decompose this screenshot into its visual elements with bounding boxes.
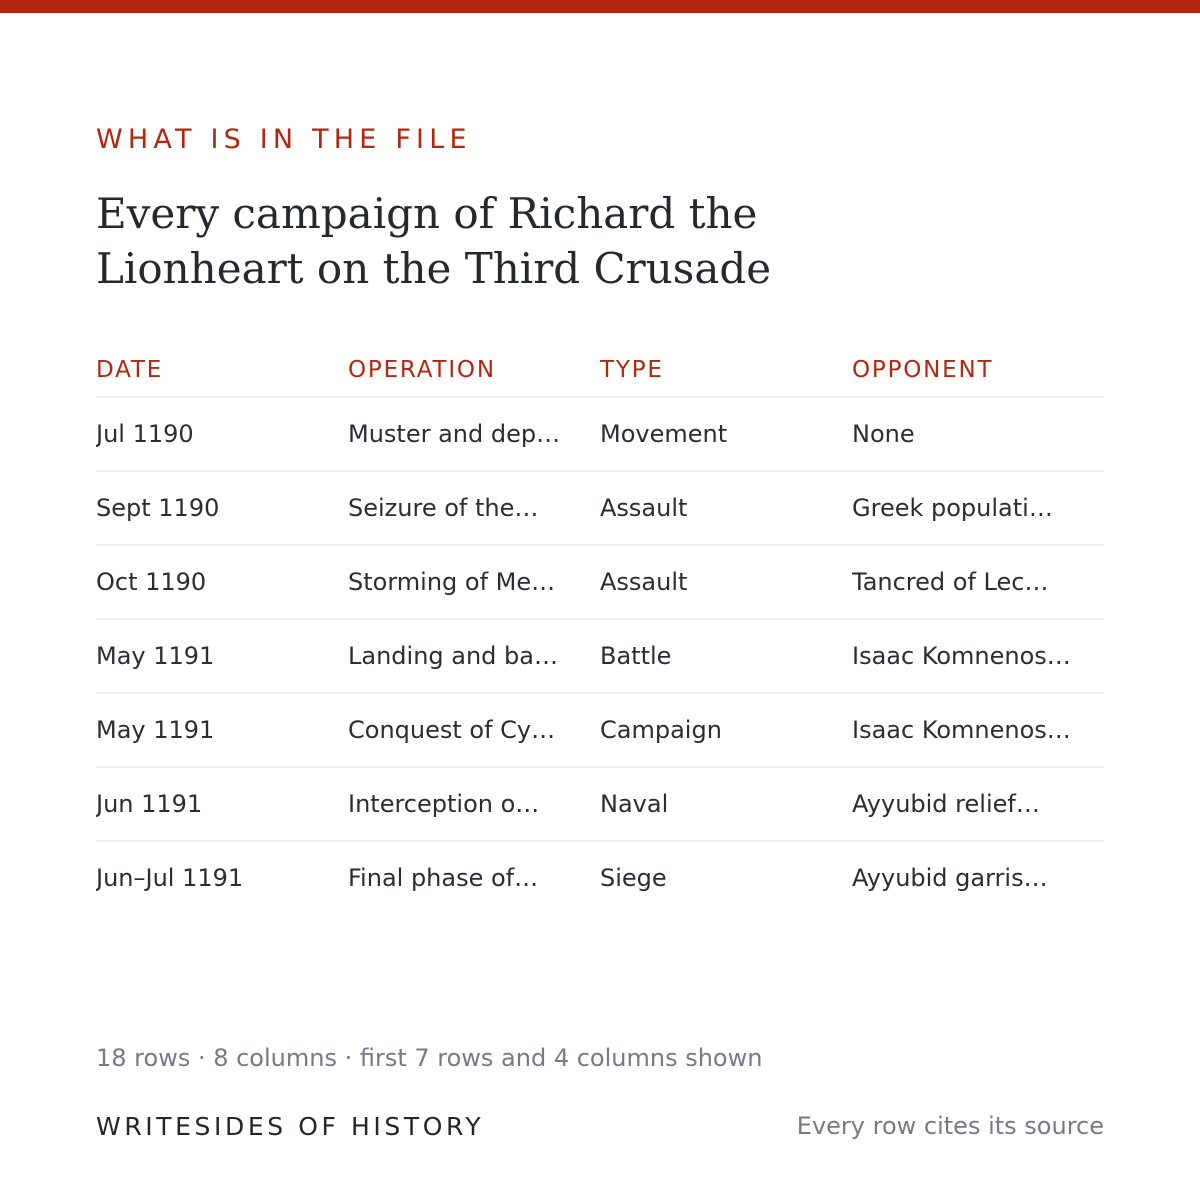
tagline: Every row cites its source xyxy=(796,1112,1104,1140)
date-cell: May 1191 xyxy=(96,619,348,693)
operation-cell: Muster and dep… xyxy=(348,397,600,471)
type-cell: Assault xyxy=(600,545,852,619)
operation-cell: Final phase of… xyxy=(348,864,539,892)
type-cell: Campaign xyxy=(600,693,852,767)
column-header-opponent: OPPONENT xyxy=(852,344,1104,397)
table-row xyxy=(96,545,1104,619)
opponent-cell: Ayyubid relief… xyxy=(852,767,1104,841)
operation-cell: Interception o… xyxy=(348,767,600,841)
type-cell: Assault xyxy=(600,471,852,545)
opponent-cell: Ayyubid garris… xyxy=(852,864,1048,892)
eyebrow-label: WHAT IS IN THE FILE xyxy=(96,124,472,155)
table-row xyxy=(96,767,1104,841)
operation-cell: Storming of Me… xyxy=(348,545,600,619)
top-accent-bar xyxy=(0,0,1200,13)
column-header-date: DATE xyxy=(96,344,348,397)
file-preview-table xyxy=(96,344,1104,914)
date-cell: Oct 1190 xyxy=(96,545,348,619)
type-cell: Siege xyxy=(600,864,667,892)
opponent-cell: Isaac Komnenos… xyxy=(852,619,1104,693)
column-header-operation: OPERATION xyxy=(348,344,600,397)
table-header-row xyxy=(96,344,1104,397)
opponent-cell: None xyxy=(852,397,1104,471)
date-cell: Jul 1190 xyxy=(96,397,348,471)
opponent-cell: Tancred of Lec… xyxy=(852,545,1104,619)
page-title: Every campaign of Richard the Lionheart on the Third Crusade xyxy=(96,189,772,293)
operation-cell: Seizure of the… xyxy=(348,471,600,545)
type-cell: Battle xyxy=(600,619,852,693)
operation-cell: Conquest of Cy… xyxy=(348,693,600,767)
date-cell: Jun 1191 xyxy=(96,767,348,841)
table-row xyxy=(96,397,1104,471)
operation-cell: Landing and ba… xyxy=(348,619,600,693)
opponent-cell: Greek populati… xyxy=(852,471,1104,545)
date-cell: Jun–Jul 1191 xyxy=(96,864,244,892)
brand-name: WRITESIDES OF HISTORY xyxy=(96,1112,485,1141)
table-summary: 18 rows · 8 columns · first 7 rows and 4 columns shown xyxy=(96,1044,763,1072)
opponent-cell: Isaac Komnenos… xyxy=(852,693,1104,767)
table-row xyxy=(96,693,1104,767)
column-header-type: TYPE xyxy=(600,344,852,397)
table-row xyxy=(96,841,1104,914)
type-cell: Naval xyxy=(600,767,852,841)
date-cell: Sept 1190 xyxy=(96,471,348,545)
type-cell: Movement xyxy=(600,397,852,471)
date-cell: May 1191 xyxy=(96,693,348,767)
table-row xyxy=(96,471,1104,545)
table-row xyxy=(96,619,1104,693)
